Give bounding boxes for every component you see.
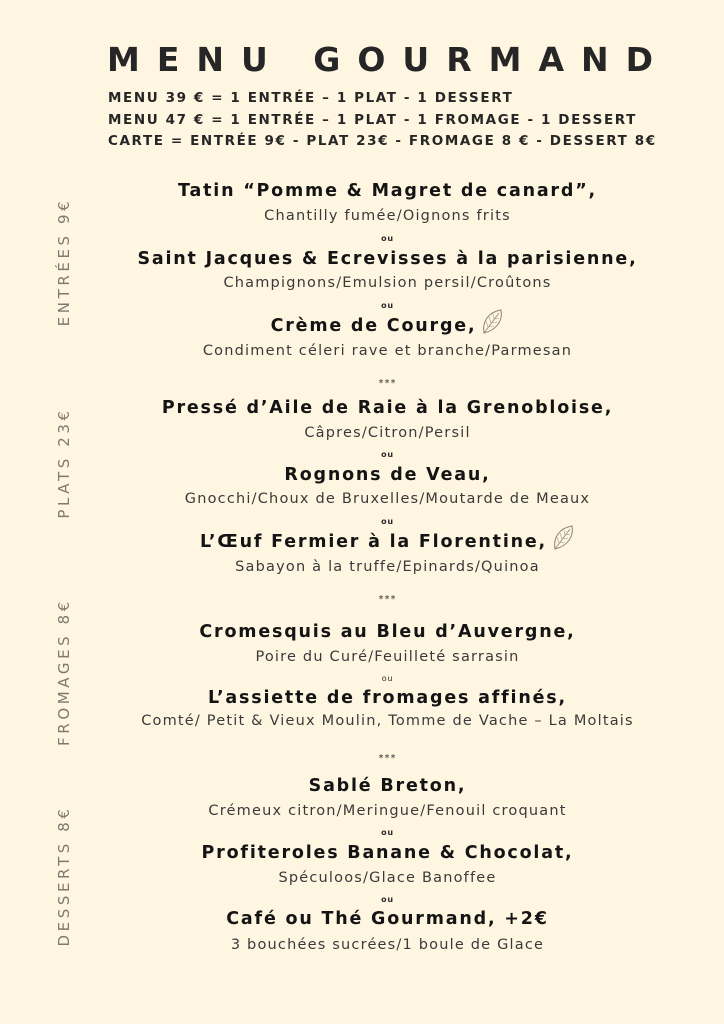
or-label: ou [381, 674, 394, 683]
dish-name: Pressé d’Aile de Raie à la Grenobloise, [161, 398, 614, 418]
dish-description: Chantilly fumée/Oignons frits [264, 208, 511, 224]
dish-name: Rognons de Veau, [284, 465, 491, 485]
or-label: ou [381, 895, 394, 904]
side-label-entrees: ENTRÉES 9€ [55, 197, 73, 327]
or-label: ou [381, 828, 394, 837]
dish-name: Saint Jacques & Ecrevisses à la parisienne, [137, 249, 638, 269]
pricing-block [108, 88, 657, 153]
side-label-plats: PLATS 23€ [55, 407, 73, 519]
dish-description: Champignons/Emulsion persil/Croûtons [223, 275, 552, 291]
dish-description: Gnocchi/Choux de Bruxelles/Moutarde de Meaux [184, 491, 591, 507]
side-label-desserts: DESSERTS 8€ [55, 805, 73, 947]
separator: *** [378, 378, 397, 389]
dish-description: Sabayon à la truffe/Epinards/Quinoa [235, 559, 540, 575]
dish-name: L’Œuf Fermier à la Florentine, [199, 532, 547, 552]
dish-description: Condiment céleri rave et branche/Parmesan [202, 343, 573, 359]
dish-name: L’assiette de fromages affinés, [208, 688, 567, 708]
dish-description: Câpres/Citron/Persil [304, 425, 471, 441]
dish-name: Profiteroles Banane & Chocolat, [201, 843, 574, 863]
dish-name: Sablé Breton, [308, 776, 467, 796]
dish-description: Comté/ Petit & Vieux Moulin, Tomme de Vache – La Moltais [141, 713, 634, 729]
pricing-line: MENU 39 € = 1 ENTRÉE – 1 PLAT - 1 DESSERT [108, 90, 514, 106]
menu-title: MENU GOURMAND [107, 40, 671, 79]
dish-description: Crémeux citron/Meringue/Fenouil croquant [208, 803, 567, 819]
or-label: ou [381, 301, 394, 310]
separator: *** [378, 594, 397, 605]
dish-name: Tatin “Pomme & Magret de canard”, [178, 181, 597, 201]
leaf-icon [551, 524, 575, 552]
dish-item [0, 316, 724, 336]
or-label: ou [381, 517, 394, 526]
dish-name: Cromesquis au Bleu d’Auvergne, [199, 622, 576, 642]
pricing-line: CARTE = ENTRÉE 9€ - PLAT 23€ - FROMAGE 8 € - DESSERT 8€ [108, 133, 657, 149]
dish-name: Crème de Courge, [270, 316, 477, 336]
dish-name: Café ou Thé Gourmand, +2€ [226, 909, 549, 929]
dish-description: 3 bouchées sucrées/1 boule de Glace [230, 937, 545, 953]
dish-item [0, 532, 724, 552]
separator: *** [378, 753, 397, 764]
pricing-line: MENU 47 € = 1 ENTRÉE – 1 PLAT - 1 FROMAGE - 1 DESSERT [108, 111, 637, 128]
dish-description: Spéculoos/Glace Banoffee [278, 870, 497, 886]
or-label: ou [381, 450, 394, 459]
dish-description: Poire du Curé/Feuilleté sarrasin [255, 649, 520, 665]
side-label-fromages: FROMAGES 8€ [55, 598, 73, 746]
or-label: ou [381, 234, 394, 243]
leaf-icon [480, 308, 504, 336]
